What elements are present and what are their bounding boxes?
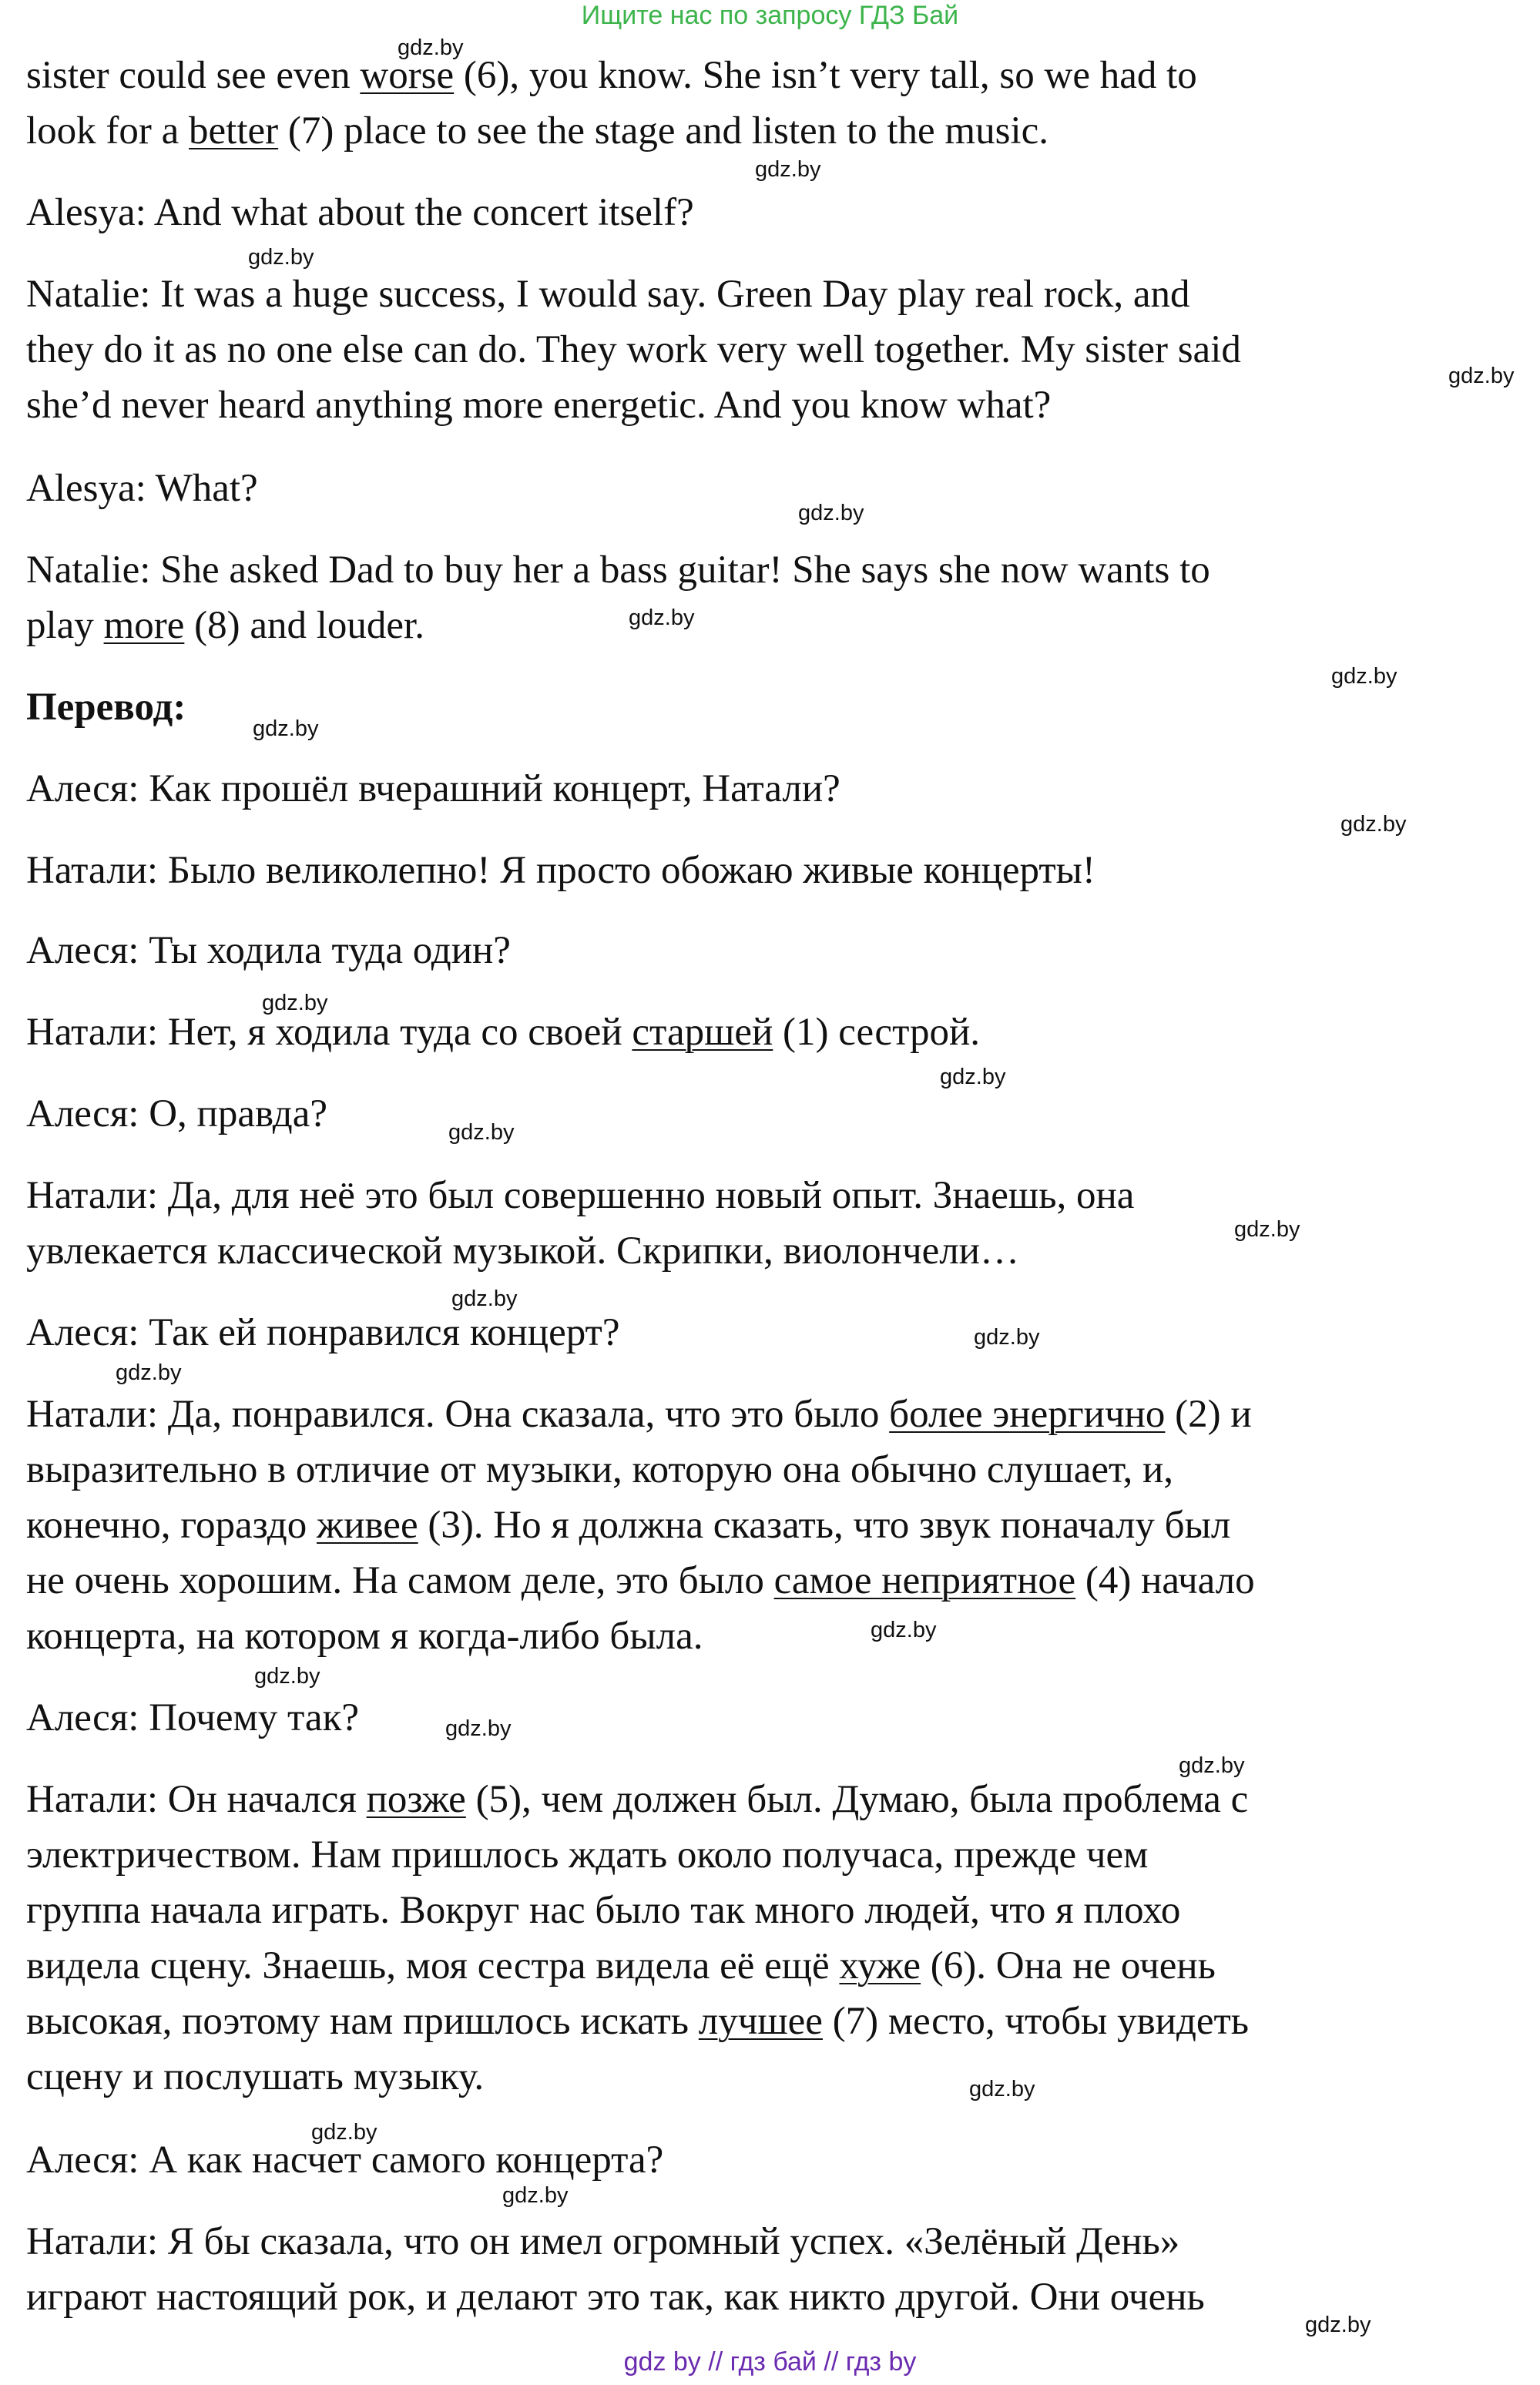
text-line: конечно, гораздо живее (3). Но я должна сказать, что звук поначалу был (26, 1504, 1231, 1547)
underlined-answer: worse (360, 54, 455, 97)
underlined-answer: живее (317, 1504, 418, 1547)
watermark: gdz.by (1340, 812, 1407, 837)
text-line: Натали: Да, для неё это был совершенно новый опыт. Знаешь, она (26, 1174, 1135, 1217)
watermark: gdz.by (1448, 364, 1515, 388)
text-line: не очень хорошим. На самом деле, это было самое неприятное (4) начало (26, 1559, 1255, 1602)
watermark: gdz.by (629, 605, 695, 630)
watermark: gdz.by (755, 157, 821, 182)
text-line: Алеся: Как прошёл вчерашний концерт, Натали? (26, 767, 840, 810)
watermark: gdz.by (445, 1716, 512, 1741)
watermark: gdz.by (1179, 1753, 1245, 1778)
text-line: Алеся: О, правда? (26, 1092, 327, 1135)
watermark: gdz.by (311, 2120, 377, 2145)
underlined-answer: самое неприятное (773, 1559, 1076, 1602)
text-line: Натали: Да, понравился. Она сказала, что это было более энергично (2) и (26, 1393, 1252, 1436)
watermark: gdz.by (254, 1664, 320, 1689)
text-line: выразительно в отличие от музыки, которую она обычно слушает, и, (26, 1448, 1173, 1491)
text-line: Натали: Нет, я ходила туда со своей старшей (1) сестрой. (26, 1011, 981, 1054)
watermark: gdz.by (1234, 1217, 1300, 1242)
watermark: gdz.by (253, 716, 319, 741)
text-line: Alesya: And what about the concert itself? (26, 191, 694, 234)
underlined-answer: хуже (839, 1944, 921, 1988)
watermark: gdz.by (502, 2183, 569, 2208)
watermark: gdz.by (1331, 664, 1397, 689)
watermark: gdz.by (940, 1065, 1006, 1089)
text-line: сцену и послушать музыку. (26, 2055, 485, 2098)
watermark: gdz.by (1305, 2313, 1371, 2337)
text-line: Алеся: А как насчет самого концерта? (26, 2138, 664, 2182)
text-line: Натали: Я бы сказала, что он имел огромный успех. «Зелёный День» (26, 2220, 1180, 2263)
text-line: Натали: Он начался позже (5), чем должен был. Думаю, была проблема с (26, 1778, 1249, 1821)
text-line: Алеся: Почему так? (26, 1696, 359, 1739)
translation-heading: Перевод: (26, 686, 186, 729)
watermark: gdz.by (969, 2077, 1035, 2102)
underlined-answer: старшей (632, 1011, 773, 1054)
watermark: gdz.by (974, 1325, 1040, 1350)
text-line: play more (8) and louder. (26, 604, 424, 647)
text-line: Alesya: What? (26, 467, 258, 510)
text-line: электричеством. Нам пришлось ждать около получаса, прежде чем (26, 1833, 1149, 1877)
underlined-answer: more (103, 604, 185, 647)
watermark: gdz.by (398, 35, 464, 60)
watermark: gdz.by (116, 1360, 182, 1385)
underlined-answer: более энергично (889, 1393, 1166, 1436)
watermark: gdz.by (871, 1618, 937, 1642)
text-line: they do it as no one else can do. They work very well together. My sister said (26, 328, 1241, 371)
text-line: увлекается классической музыкой. Скрипки, виолончели… (26, 1229, 1019, 1273)
footer-links-banner: gdz by // гдз бай // гдз by (623, 2347, 917, 2377)
text-line: Natalie: She asked Dad to buy her a bass guitar! She says she now wants to (26, 548, 1210, 592)
underlined-answer: позже (366, 1778, 466, 1821)
text-line: she’d never heard anything more energetic. And you know what? (26, 384, 1052, 427)
watermark: gdz.by (798, 501, 864, 525)
watermark: gdz.by (448, 1120, 515, 1145)
watermark: gdz.by (262, 991, 328, 1015)
text-line: look for a better (7) place to see the stage and listen to the music. (26, 109, 1048, 153)
text-line: группа начала играть. Вокруг нас было так много людей, что я плохо (26, 1889, 1181, 1932)
text-line: Натали: Было великолепно! Я просто обожаю живые концерты! (26, 849, 1095, 892)
underlined-answer: better (189, 109, 279, 153)
search-hint-banner: Ищите нас по запросу ГДЗ Бай (581, 1, 959, 30)
watermark: gdz.by (451, 1286, 518, 1311)
text-line: видела сцену. Знаешь, моя сестра видела её ещё хуже (6). Она не очень (26, 1944, 1216, 1988)
text-line: играют настоящий рок, и делают это так, как никто другой. Они очень (26, 2276, 1205, 2319)
text-line: Natalie: It was a huge success, I would say. Green Day play real rock, and (26, 273, 1190, 316)
text-line: sister could see even worse (6), you know. She isn’t very tall, so we had to (26, 54, 1197, 97)
underlined-answer: лучшее (698, 2000, 823, 2043)
watermark: gdz.by (248, 245, 314, 270)
text-line: концерта, на котором я когда-либо была. (26, 1615, 703, 1658)
text-line: Алеся: Ты ходила туда один? (26, 929, 511, 972)
text-line: Алеся: Так ей понравился концерт? (26, 1311, 620, 1354)
text-line: высокая, поэтому нам пришлось искать лучшее (7) место, чтобы увидеть (26, 2000, 1250, 2043)
